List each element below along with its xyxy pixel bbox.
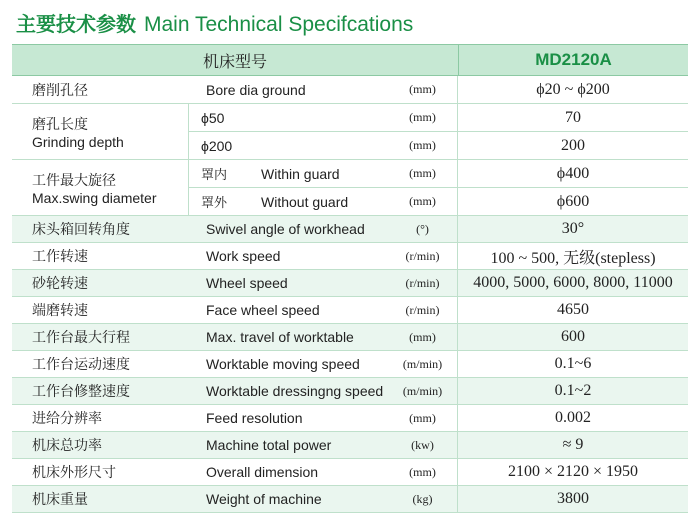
row-label-en: Overall dimension — [206, 464, 319, 480]
row-value: ϕ400 — [556, 164, 590, 182]
row-unit: (mm) — [388, 459, 458, 485]
table-header — [12, 44, 688, 76]
row-label-cn: 砂轮转速 — [32, 275, 88, 291]
sub-label: ϕ200 — [188, 132, 388, 159]
table-row — [12, 432, 688, 459]
sub-label: ϕ50 — [188, 104, 388, 131]
row-value: 200 — [561, 136, 585, 154]
table-row — [12, 324, 688, 351]
row-value: 100 ~ 500, 无级(stepless) — [490, 249, 656, 267]
row-label-cn: 机床总功率 — [32, 437, 102, 453]
row-unit: (r/min) — [388, 243, 458, 269]
row-label-cn: 工件最大旋径 — [32, 171, 116, 188]
table-row — [12, 270, 688, 297]
row-label-cn: 进给分辨率 — [32, 410, 102, 426]
table-row-group — [12, 160, 688, 216]
table-row — [12, 76, 688, 104]
row-label-cn: 床头箱回转角度 — [32, 221, 130, 237]
row-value: 600 — [561, 328, 585, 345]
row-unit: (mm) — [388, 104, 458, 131]
table-row — [12, 297, 688, 324]
sub-row — [188, 160, 688, 187]
row-label-cn: 工作台运动速度 — [32, 356, 130, 372]
row-label-cn: 端磨转速 — [32, 302, 88, 318]
row-value: 0.1~2 — [554, 382, 592, 399]
row-unit: (mm) — [388, 160, 458, 187]
row-label-cn: 机床重量 — [32, 491, 88, 507]
sub-label-en: Within guard — [261, 165, 340, 182]
row-label-en: Max.swing diameter — [32, 189, 157, 206]
row-label-en: Machine total power — [206, 437, 332, 453]
row-label-cn: 工作台修整速度 — [32, 383, 130, 399]
sub-tag: 罩外 — [201, 195, 228, 210]
row-value: 2100 × 2120 × 1950 — [507, 463, 639, 480]
sub-rows — [188, 160, 688, 215]
table-row-group — [12, 104, 688, 160]
sub-label-en: Without guard — [261, 193, 349, 210]
sub-rows — [188, 104, 688, 159]
row-label-en: Wheel speed — [206, 275, 288, 291]
row-unit: (m/min) — [388, 378, 458, 404]
row-unit: (mm) — [388, 324, 458, 350]
row-value: ϕ20 ~ ϕ200 — [536, 80, 610, 98]
row-label-cn: 工作台最大行程 — [32, 329, 130, 345]
sub-label — [188, 160, 388, 187]
model-label: 机床型号 — [12, 45, 459, 75]
row-value: 0.002 — [555, 409, 591, 426]
sub-tag: 罩内 — [201, 167, 228, 182]
table-row — [12, 378, 688, 405]
row-unit: (r/min) — [388, 270, 458, 296]
row-value: 0.1~6 — [554, 355, 592, 372]
row-label-en: Feed resolution — [206, 410, 303, 426]
row-value: 4000, 5000, 6000, 8000, 11000 — [473, 274, 673, 291]
row-label — [12, 160, 188, 215]
table-row — [12, 405, 688, 432]
spec-table — [12, 44, 688, 513]
table-row — [12, 243, 688, 270]
row-label-cn: 磨削孔径 — [32, 81, 88, 98]
table-row — [12, 351, 688, 378]
table-row — [12, 216, 688, 243]
sub-row — [188, 104, 688, 131]
sub-row — [188, 187, 688, 215]
row-label-en: Face wheel speed — [206, 302, 320, 318]
sub-row — [188, 131, 688, 159]
table-row — [12, 459, 688, 486]
row-unit: (mm) — [388, 76, 458, 103]
row-label-cn: 磨孔长度 — [32, 115, 88, 132]
row-label-en: Grinding depth — [32, 133, 124, 150]
row-value: 3800 — [557, 490, 589, 507]
row-unit: (kg) — [388, 486, 458, 512]
row-unit: (mm) — [388, 188, 458, 215]
row-unit: (mm) — [388, 405, 458, 431]
row-unit: (mm) — [388, 132, 458, 159]
page-title — [16, 8, 413, 40]
row-label — [12, 104, 188, 159]
row-value: ϕ600 — [556, 192, 590, 210]
row-value: ≈ 9 — [562, 436, 584, 453]
row-value: 70 — [565, 108, 581, 126]
title-en: Main Technical Specifcations — [144, 13, 414, 36]
row-label-en: Max. travel of worktable — [206, 329, 354, 345]
table-row — [12, 486, 688, 513]
row-label-en: Bore dia ground — [206, 81, 306, 98]
row-label-cn: 机床外形尺寸 — [32, 464, 116, 480]
row-unit: (r/min) — [388, 297, 458, 323]
row-label-en: Worktable dressingng speed — [206, 383, 384, 399]
row-label-cn: 工作转速 — [32, 248, 88, 264]
row-label-en: Swivel angle of workhead — [206, 221, 365, 237]
row-label-en: Weight of machine — [206, 491, 322, 507]
row-label-en: Worktable moving speed — [206, 356, 360, 372]
row-value: 30° — [561, 220, 585, 237]
row-unit: (m/min) — [388, 351, 458, 377]
row-unit: (°) — [388, 216, 458, 242]
row-label-en: Work speed — [206, 248, 281, 264]
row-unit: (kw) — [388, 432, 458, 458]
sub-label — [188, 188, 388, 215]
row-value: 4650 — [557, 301, 589, 318]
title-cn: 主要技术参数 — [16, 14, 136, 36]
model-value: MD2120A — [535, 50, 612, 69]
